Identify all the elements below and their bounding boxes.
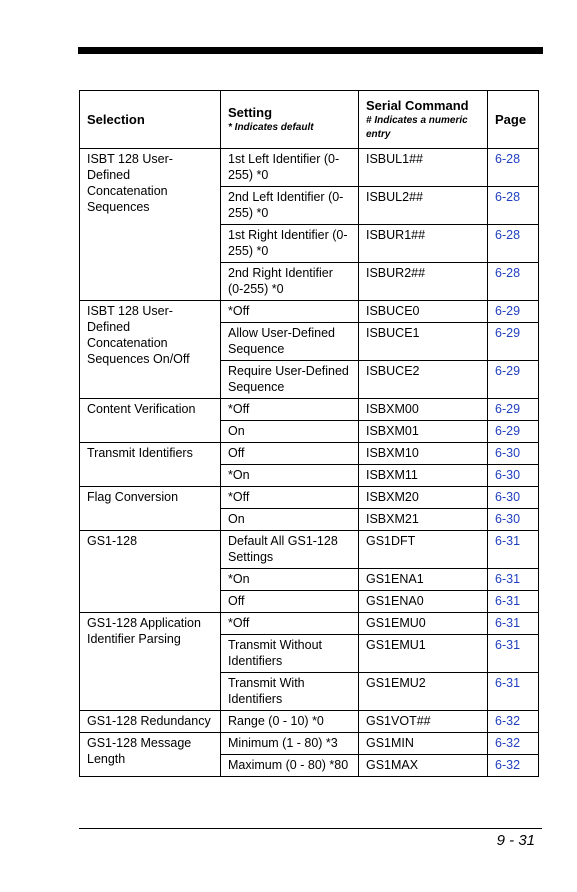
command-cell: GS1VOT## xyxy=(359,711,488,733)
page-link[interactable]: 6-32 xyxy=(488,711,539,733)
page-link[interactable]: 6-29 xyxy=(488,323,539,361)
selection-cell: Flag Conversion xyxy=(80,487,221,531)
command-cell: ISBXM11 xyxy=(359,465,488,487)
page-link[interactable]: 6-30 xyxy=(488,465,539,487)
top-rule xyxy=(78,47,543,54)
table-row xyxy=(80,613,539,635)
selection-cell: Transmit Identifiers xyxy=(80,443,221,487)
setting-cell: On xyxy=(221,509,359,531)
command-cell: GS1ENA1 xyxy=(359,569,488,591)
command-cell: GS1MAX xyxy=(359,755,488,777)
page-link[interactable]: 6-28 xyxy=(488,225,539,263)
table-row xyxy=(80,443,539,465)
command-cell: ISBUR2## xyxy=(359,263,488,301)
table-row xyxy=(80,301,539,323)
header-setting-note: * Indicates default xyxy=(228,121,314,133)
command-cell: GS1ENA0 xyxy=(359,591,488,613)
setting-cell: *On xyxy=(221,569,359,591)
table-row xyxy=(80,711,539,733)
selection-cell: GS1-128 Redundancy xyxy=(80,711,221,733)
command-cell: GS1EMU0 xyxy=(359,613,488,635)
command-cell: ISBUCE2 xyxy=(359,361,488,399)
page-link[interactable]: 6-31 xyxy=(488,569,539,591)
setting-cell: Range (0 - 10) *0 xyxy=(221,711,359,733)
page-link[interactable]: 6-31 xyxy=(488,613,539,635)
page-link[interactable]: 6-31 xyxy=(488,635,539,673)
command-cell: GS1DFT xyxy=(359,531,488,569)
setting-cell: 2nd Right Identifier (0-255) *0 xyxy=(221,263,359,301)
command-cell: ISBXM21 xyxy=(359,509,488,531)
bottom-rule xyxy=(79,828,542,829)
table-row xyxy=(80,733,539,755)
header-setting: Setting * Indicates default xyxy=(221,91,359,149)
setting-cell: Require User-Defined Sequence xyxy=(221,361,359,399)
page-number: 9 - 31 xyxy=(496,832,535,849)
command-table xyxy=(79,90,539,777)
setting-cell: 1st Left Identifier (0-255) *0 xyxy=(221,149,359,187)
command-cell: ISBUCE0 xyxy=(359,301,488,323)
command-cell: ISBUR1## xyxy=(359,225,488,263)
selection-cell: ISBT 128 User-Defined Concatenation Sequences On/Off xyxy=(80,301,221,399)
selection-cell: Content Verification xyxy=(80,399,221,443)
setting-cell: *Off xyxy=(221,301,359,323)
page-link[interactable]: 6-29 xyxy=(488,361,539,399)
setting-cell: *Off xyxy=(221,487,359,509)
page-link[interactable]: 6-31 xyxy=(488,531,539,569)
command-cell: ISBXM01 xyxy=(359,421,488,443)
selection-cell: ISBT 128 User-Defined Concatenation Sequences xyxy=(80,149,221,301)
page-link[interactable]: 6-29 xyxy=(488,301,539,323)
page-link[interactable]: 6-28 xyxy=(488,187,539,225)
header-selection: Selection xyxy=(80,91,221,149)
setting-cell: Transmit With Identifiers xyxy=(221,673,359,711)
header-row xyxy=(80,91,539,149)
command-cell: ISBXM20 xyxy=(359,487,488,509)
command-cell: ISBXM10 xyxy=(359,443,488,465)
setting-cell: Default All GS1-128 Settings xyxy=(221,531,359,569)
command-cell: GS1EMU2 xyxy=(359,673,488,711)
page-link[interactable]: 6-30 xyxy=(488,443,539,465)
setting-cell: Off xyxy=(221,591,359,613)
setting-cell: *On xyxy=(221,465,359,487)
setting-cell: 2nd Left Identifier (0-255) *0 xyxy=(221,187,359,225)
page-link[interactable]: 6-29 xyxy=(488,421,539,443)
command-cell: ISBUL1## xyxy=(359,149,488,187)
page-link[interactable]: 6-32 xyxy=(488,755,539,777)
setting-cell: Maximum (0 - 80) *80 xyxy=(221,755,359,777)
setting-cell: Transmit Without Identifiers xyxy=(221,635,359,673)
setting-cell: Off xyxy=(221,443,359,465)
selection-cell: GS1-128 xyxy=(80,531,221,613)
selection-cell: GS1-128 Message Length xyxy=(80,733,221,777)
page-link[interactable]: 6-30 xyxy=(488,487,539,509)
setting-cell: *Off xyxy=(221,399,359,421)
command-cell: ISBUL2## xyxy=(359,187,488,225)
setting-cell: On xyxy=(221,421,359,443)
selection-cell: GS1-128 Application Identifier Parsing xyxy=(80,613,221,711)
table-row xyxy=(80,399,539,421)
command-cell: ISBUCE1 xyxy=(359,323,488,361)
setting-cell: 1st Right Identifier (0-255) *0 xyxy=(221,225,359,263)
table-row xyxy=(80,531,539,569)
command-cell: ISBXM00 xyxy=(359,399,488,421)
header-serial-note: # Indicates a numeric entry xyxy=(366,114,468,140)
header-serial-command: Serial Command # Indicates a numeric entry xyxy=(359,91,488,149)
command-cell: GS1MIN xyxy=(359,733,488,755)
page-link[interactable]: 6-32 xyxy=(488,733,539,755)
page-link[interactable]: 6-29 xyxy=(488,399,539,421)
header-page: Page xyxy=(488,91,539,149)
setting-cell: Minimum (1 - 80) *3 xyxy=(221,733,359,755)
table-row xyxy=(80,149,539,187)
setting-cell: Allow User-Defined Sequence xyxy=(221,323,359,361)
page-link[interactable]: 6-30 xyxy=(488,509,539,531)
page-link[interactable]: 6-31 xyxy=(488,673,539,711)
command-cell: GS1EMU1 xyxy=(359,635,488,673)
setting-cell: *Off xyxy=(221,613,359,635)
page-link[interactable]: 6-28 xyxy=(488,149,539,187)
page-link[interactable]: 6-31 xyxy=(488,591,539,613)
table-row xyxy=(80,487,539,509)
page-link[interactable]: 6-28 xyxy=(488,263,539,301)
